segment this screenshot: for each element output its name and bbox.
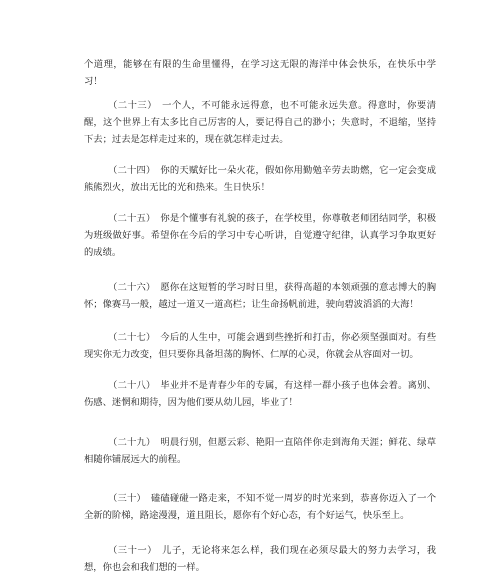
paragraph-7: （二十八） 毕业并不是青春少年的专属，有这样一群小孩子也体会着。离别、伤感、迷惘和期待，因为他们要从幼儿园，毕业了！ bbox=[84, 380, 436, 408]
paragraph-1: 个道理，能够在有限的生命里懂得，在学习这无限的海洋中体会快乐，在快乐中学习！ bbox=[84, 59, 436, 87]
paragraph-3: （二十四） 你的天赋好比一朵火花，假如你用勤勉辛劳去助燃，它一定会变成熊熊烈火，放出无比的光和热来。生日快乐！ bbox=[84, 165, 436, 193]
paragraph-4: （二十五） 你是个懂事有礼貌的孩子，在学校里，你尊敬老师团结同学，积极为班级做好事。希望你在今后的学习中专心听讲，自觉遵守纪律，认真学习争取更好的成绩。 bbox=[84, 213, 436, 258]
paragraph-9: （三十） 磕磕碰碰一路走来，不知不觉一周岁的时光来到，恭喜你迈入了一个全新的阶梯，路途漫漫，道且阻长，愿你有个好心态，有个好运气，快乐至上。 bbox=[84, 493, 436, 521]
paragraph-6: （二十七） 今后的人生中，可能会遇到些挫折和打击，你必须坚强面对。有些现实你无力改变，但只要你具备坦荡的胸怀、仁厚的心灵，你就会从容面对一切。 bbox=[84, 332, 436, 360]
paragraph-10: （三十一） 儿子，无论将来怎么样，我们现在必须尽最大的努力去学习，我想，你也会和我们想的一样。 bbox=[84, 545, 436, 573]
paragraph-2: （二十三） 一个人，不可能永远得意，也不可能永远失意。得意时，你要清醒，这个世界上有太多比自己厉害的人，要记得自己的渺小；失意时，不退缩，坚持下去；过去是怎样走过来的，现在就怎样走过去。 bbox=[84, 100, 436, 145]
paragraph-8: （二十九） 明晨行别，但愿云彩、艳阳一直陪伴你走到海角天涯；鲜花、绿草相随你铺展远大的前程。 bbox=[84, 437, 436, 465]
paragraph-5: （二十六） 愿你在这短暂的学习时日里，获得高超的本领顽强的意志博大的胸怀；像赛马一般，越过一道又一道高栏；让生命扬帆前进，驶向碧波滔滔的大海！ bbox=[84, 282, 436, 310]
